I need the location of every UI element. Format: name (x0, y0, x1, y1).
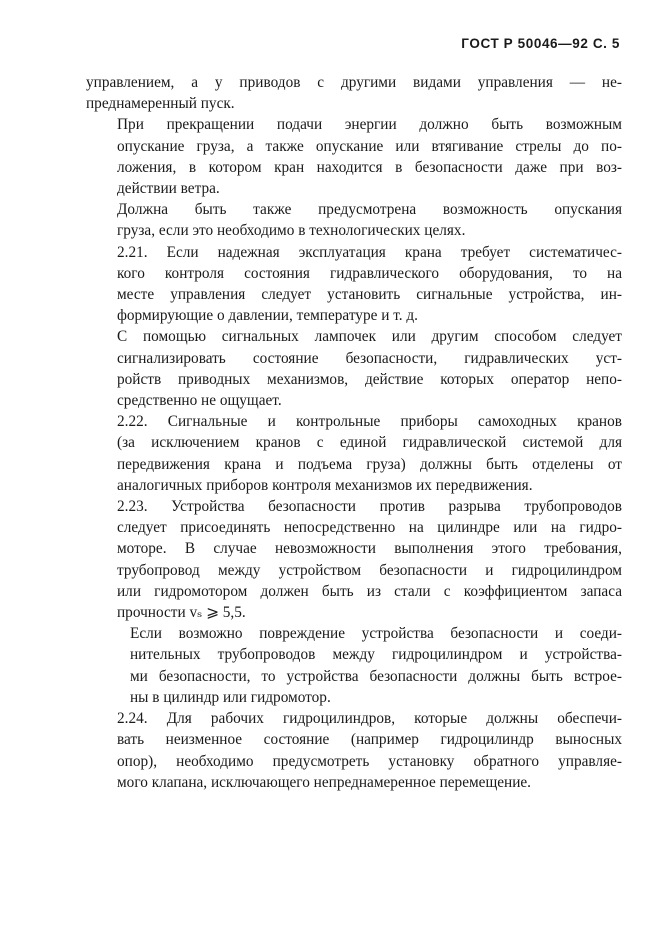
text-line: аналогичных приборов контроля механизмов их передвижения. (117, 476, 533, 494)
paragraph-clause-2-24 (86, 708, 622, 793)
text-line: Если возможно повреждение устройства безопасности и соеди- (130, 625, 622, 643)
text-line: опор), необходимо предусмотреть установку обратного управляе- (117, 752, 622, 770)
text-line: или гидромотором должен быть из стали с коэффициентом запаса (117, 582, 622, 600)
text-line: опускание груза, а также опускание или втягивание стрелы до по- (117, 137, 622, 155)
text-line: управлением, а у приводов с другими видами управления — не- (86, 74, 622, 91)
text-line: При прекращении подачи энергии должно быть возможным (117, 116, 622, 134)
paragraph-3 (86, 199, 622, 241)
text-line: Должна быть также предусмотрена возможность опускания (117, 201, 622, 219)
text-line: кого контроля состояния гидравлического оборудования, то на (117, 264, 622, 282)
text-line: прочности vₛ ⩾ 5,5. (117, 604, 246, 622)
text-line: следует присоединять непосредственно на цилиндре или на гидро- (117, 519, 622, 537)
page-header: ГОСТ Р 50046—92 С. 5 (461, 36, 620, 51)
text-line: месте управления следует установить сигнальные устройства, ин- (117, 286, 622, 304)
text-line: моторе. В случае невозможности выполнения этого требования, (117, 540, 622, 558)
paragraph-clause-2-23 (86, 496, 622, 623)
paragraph-2 (86, 114, 622, 199)
text-line: 2.22. Сигнальные и контрольные приборы самоходных кранов (117, 413, 622, 431)
body-text (86, 72, 622, 793)
text-line: трубопровод между устройством безопасности и гидроцилиндром (117, 561, 622, 579)
paragraph-clause-2-22 (86, 411, 622, 496)
text-line: вать неизменное состояние (например гидроцилиндр выносных (117, 731, 622, 749)
paragraph-8 (86, 623, 622, 708)
text-line: ложения, в котором кран находится в безопасности даже при воз- (117, 158, 622, 176)
text-line: передвижения крана и подъема груза) должны быть отделены от (117, 455, 622, 473)
paragraph-clause-2-21 (86, 242, 622, 327)
text-line: нительных трубопроводов между гидроцилиндром и устройства- (130, 646, 622, 664)
text-line: 2.21. Если надежная эксплуатация крана требует систематичес- (117, 243, 622, 261)
paragraph-1 (86, 72, 622, 114)
text-line: мого клапана, исключающего непреднамеренное перемещение. (117, 773, 532, 791)
text-line: формирующие о давлении, температуре и т. д. (117, 307, 419, 325)
text-line: сигнализировать состояние безопасности, гидравлических уст- (117, 349, 622, 367)
text-line: преднамеренный пуск. (86, 95, 235, 113)
text-line: ройств приводных механизмов, действие которых оператор непо- (117, 370, 622, 388)
text-line: ны в цилиндр или гидромотор. (130, 688, 331, 706)
text-line: С помощью сигнальных лампочек или другим способом следует (117, 328, 622, 346)
text-line: груза, если это необходимо в технологических целях. (117, 222, 466, 240)
text-line: действии ветра. (117, 180, 220, 198)
text-line: средственно не ощущает. (117, 392, 282, 410)
text-line: 2.23. Устройства безопасности против разрыва трубопроводов (117, 498, 622, 516)
text-line: 2.24. Для рабочих гидроцилиндров, которые должны обеспечи- (117, 710, 622, 728)
text-line: ми безопасности, то устройства безопасности должны быть встрое- (130, 667, 622, 685)
paragraph-5 (86, 326, 622, 411)
text-line: (за исключением кранов с единой гидравлической системой для (117, 434, 622, 452)
